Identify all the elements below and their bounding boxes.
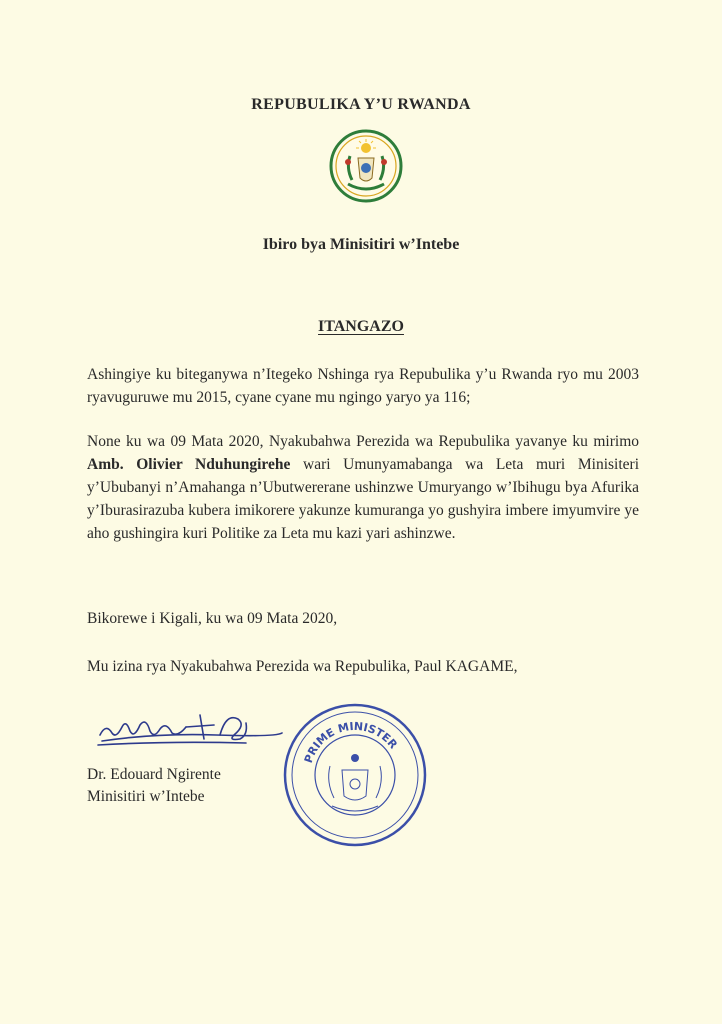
signatory-block: [87, 764, 221, 808]
signatory-name: Dr. Edouard Ngirente: [87, 766, 221, 783]
country-heading: REPUBULIKA Y’U RWANDA: [251, 96, 471, 113]
rwanda-coat-of-arms-icon: [328, 128, 404, 204]
prime-minister-seal: [280, 700, 430, 850]
official-name: Amb. Olivier Nduhungirehe: [87, 456, 291, 473]
on-behalf-line: Mu izina rya Nyakubahwa Perezida wa Repubulika, Paul KAGAME,: [87, 658, 518, 675]
signatory-title: Minisitiri w’Intebe: [87, 788, 205, 805]
document-title: [0, 318, 722, 336]
office-heading: Ibiro bya Minisitiri w’Intebe: [262, 236, 460, 253]
document-title-text: ITANGAZO: [318, 318, 404, 335]
paragraph-decision-part2: wari Umunyamabanga wa Leta muri Minisiteri y’Ububanyi n’Amahanga n’Ubutwererane ushinzwe Umuryango w’Ibihugu bya Afurika y’Iburasirazuba kubera imikorere yakunze kumuranga yo gushyira imbere imyumvire ye aho gushingira kuri Politike za Leta mu kazi yari ashinzwe.: [87, 456, 640, 542]
paragraph-decision: [87, 430, 639, 545]
handwritten-signature: [96, 705, 286, 755]
paragraph-decision-part1: None ku wa 09 Mata 2020, Nyakubahwa Perezida wa Repubulika yavanye ku mirimo: [87, 433, 639, 450]
place-date-line: Bikorewe i Kigali, ku wa 09 Mata 2020,: [87, 610, 338, 627]
paragraph-legal-basis: Ashingiye ku biteganywa n’Itegeko Nshinga rya Repubulika y’u Rwanda ryo mu 2003 ryavuguruwe mu 2015, cyane cyane mu ngingo yaryo ya 116;: [87, 366, 639, 406]
seal-text: PRIME MINISTER: [301, 719, 400, 765]
